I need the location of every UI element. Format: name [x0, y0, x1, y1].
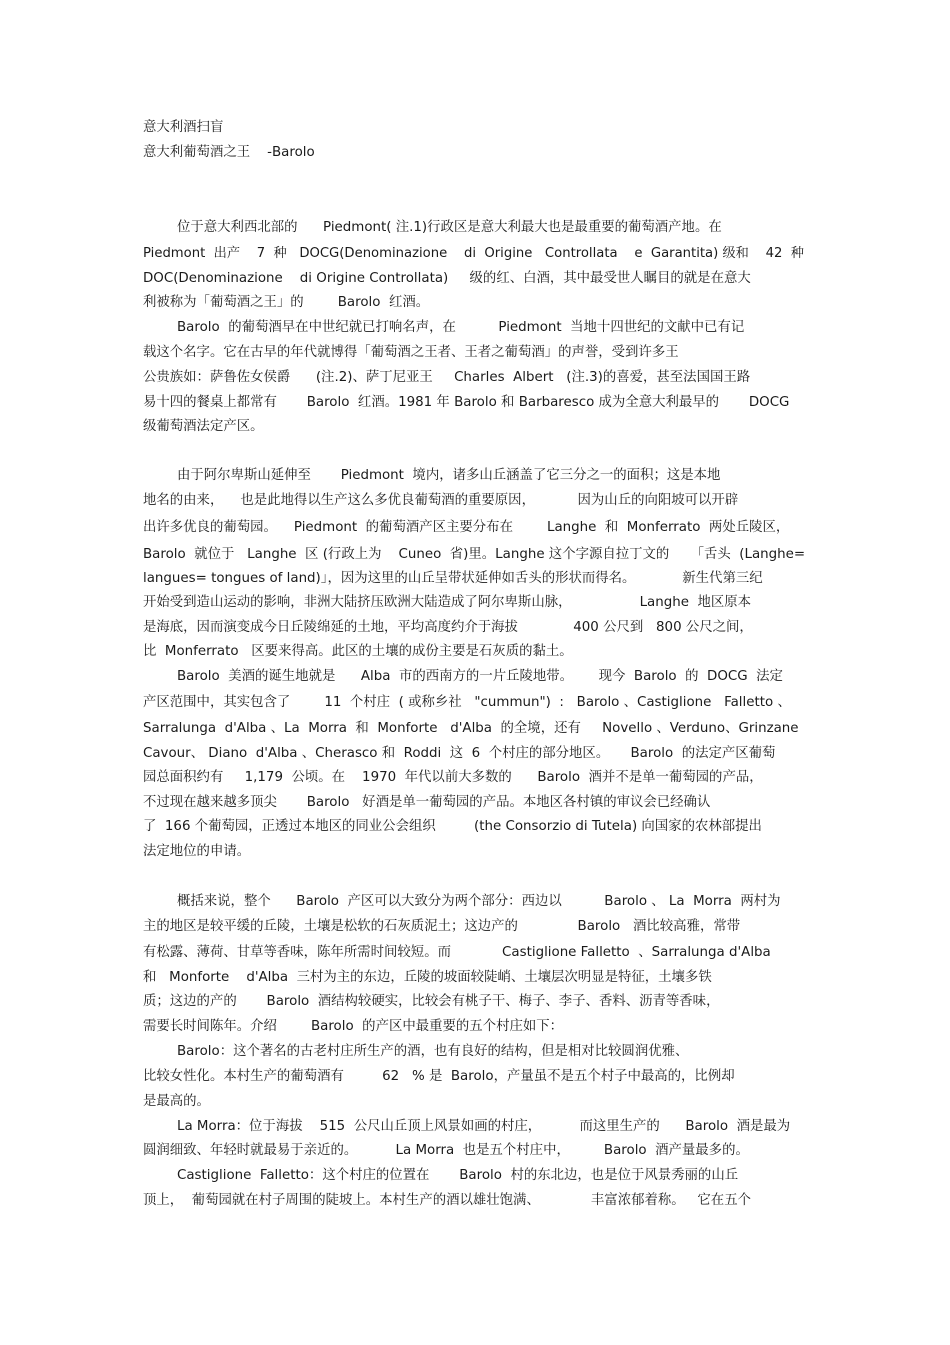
- text-line: 比 Monferrato 区要来得高。此区的土壤的成份主要是石灰质的黏土。: [143, 644, 573, 659]
- text-line: DOC(Denominazione di Origine Controllata) 级的红、白酒，其中最受世人瞩目的就是在意大: [143, 271, 751, 286]
- text-line: 公贵族如：萨鲁佐女侯爵 (注.2)、萨丁尼亚王 Charles Albert (注.3)的喜爱，甚至法国国王路: [143, 370, 751, 385]
- text-line: 需要长时间陈年。介绍 Barolo 的产区中最重要的五个村庄如下：: [143, 1019, 564, 1034]
- document-subtitle: 意大利葡萄酒之王 -Barolo: [143, 145, 315, 160]
- text-line: 质；这边的产的 Barolo 酒结构较硬实，比较会有桃子干、梅子、李子、香料、沥青等香味，: [143, 994, 720, 1009]
- text-line: Barolo 的葡萄酒早在中世纪就已打响名声，在 Piedmont 当地十四世纪的文献中已有记: [177, 320, 745, 335]
- text-line: 概括来说，整个 Barolo 产区可以大致分为两个部分：西边以 Barolo 、 La Morra 两村为: [177, 894, 781, 909]
- text-line: 园总面积约有 1,179 公顷。在 1970 年代以前大多数的 Barolo 酒并不是单一葡萄园的产品，: [143, 770, 763, 785]
- text-line: 载这个名字。它在古早的年代就博得「葡萄酒之王者、王者之葡萄酒」的声誉，受到许多王: [143, 345, 679, 360]
- text-line: 利被称为「葡萄酒之王」的 Barolo 红酒。: [143, 295, 430, 310]
- text-line: 和 Monforte d'Alba 三村为主的东边，丘陵的坡面较陡峭、土壤层次明显是特征，土壤多铁: [143, 970, 712, 985]
- text-line: 不过现在越来越多顶尖 Barolo 好酒是单一葡萄园的产品。本地区各村镇的审议会已经确认: [143, 795, 711, 810]
- text-line: Barolo：这个著名的古老村庄所生产的酒，也有良好的结构，但是相对比较圆润优雅、: [177, 1044, 689, 1059]
- document-title: 意大利酒扫盲: [143, 120, 224, 135]
- text-line: 由于阿尔卑斯山延伸至 Piedmont 境内，诸多山丘涵盖了它三分之一的面积；这是本地: [177, 468, 721, 483]
- text-line: 有松露、薄荷、甘草等香味，陈年所需时间较短。而 Castiglione Falletto 、Sarralunga d'Alba: [143, 945, 771, 960]
- text-line: langues= tongues of land)」，因为这里的山丘呈带状延伸如舌头的形状而得名。 新生代第三纪: [143, 571, 763, 586]
- text-line: 级葡萄酒法定产区。: [143, 419, 264, 434]
- text-line: Sarralunga d'Alba 、La Morra 和 Monforte d'Alba 的全境，还有 Novello 、Verduno、Grinzane: [143, 721, 799, 736]
- text-line: 易十四的餐桌上都常有 Barolo 红酒。1981 年 Barolo 和 Barbaresco 成为全意大利最早的 DOCG: [143, 395, 790, 410]
- text-line: Cavour、 Diano d'Alba 、Cherasco 和 Roddi 这 6 个村庄的部分地区。 Barolo 的法定产区葡萄: [143, 746, 776, 761]
- text-line: 是海底，因而演变成今日丘陵绵延的土地，平均高度约介于海拔 400 公尺到 800 公尺之间，: [143, 620, 753, 635]
- text-line: 出许多优良的葡萄园。 Piedmont 的葡萄酒产区主要分布在 Langhe 和 Monferrato 两处丘陵区，: [143, 520, 790, 535]
- text-line: 圆润细致、年轻时就最易于亲近的。 La Morra 也是五个村庄中， Barolo 酒产量最多的。: [143, 1143, 749, 1158]
- text-line: Piedmont 出产 7 种 DOCG(Denominazione di Origine Controllata e Garantita) 级和 42 种: [143, 246, 804, 261]
- text-line: 位于意大利西北部的 Piedmont( 注.1)行政区是意大利最大也是最重要的葡萄酒产地。在: [177, 220, 722, 235]
- text-line: 开始受到造山运动的影响，非洲大陆挤压欧洲大陆造成了阿尔卑斯山脉， Langhe 地区原本: [143, 595, 752, 610]
- text-line: 法定地位的申请。: [143, 844, 251, 859]
- text-line: Barolo 就位于 Langhe 区 (行政上为 Cuneo 省)里。Langhe 这个字源自拉丁文的 「舌头 (Langhe=: [143, 547, 806, 562]
- text-line: 顶上， 葡萄园就在村子周围的陡坡上。本村生产的酒以雄壮饱满、 丰富浓郁着称。 它在五个: [143, 1193, 751, 1208]
- text-line: Castiglione Falletto：这个村庄的位置在 Barolo 村的东北边，也是位于风景秀丽的山丘: [177, 1168, 739, 1183]
- text-line: 主的地区是较平缓的丘陵，土壤是松软的石灰质泥土；这边产的 Barolo 酒比较高雅，常带: [143, 919, 741, 934]
- text-line: 地名的由来， 也是此地得以生产这么多优良葡萄酒的重要原因， 因为山丘的向阳坡可以开辟: [143, 493, 739, 508]
- text-line: 是最高的。: [143, 1094, 210, 1109]
- text-line: Barolo 美酒的诞生地就是 Alba 市的西南方的一片丘陵地带。 现今 Barolo 的 DOCG 法定: [177, 669, 783, 684]
- text-line: 了 166 个葡萄园，正透过本地区的同业公会组织 (the Consorzio di Tutela) 向国家的农林部提出: [143, 819, 762, 834]
- text-line: 产区范围中，其实包含了 11 个村庄 ( 或称乡社 "cummun") : Barolo 、Castiglione Falletto 、: [143, 695, 791, 710]
- text-line: 比较女性化。本村生产的葡萄酒有 62 % 是 Barolo，产量虽不是五个村子中最高的，比例却: [143, 1069, 735, 1084]
- text-line: La Morra：位于海拔 515 公尺山丘顶上风景如画的村庄， 而这里生产的 Barolo 酒是最为: [177, 1119, 791, 1134]
